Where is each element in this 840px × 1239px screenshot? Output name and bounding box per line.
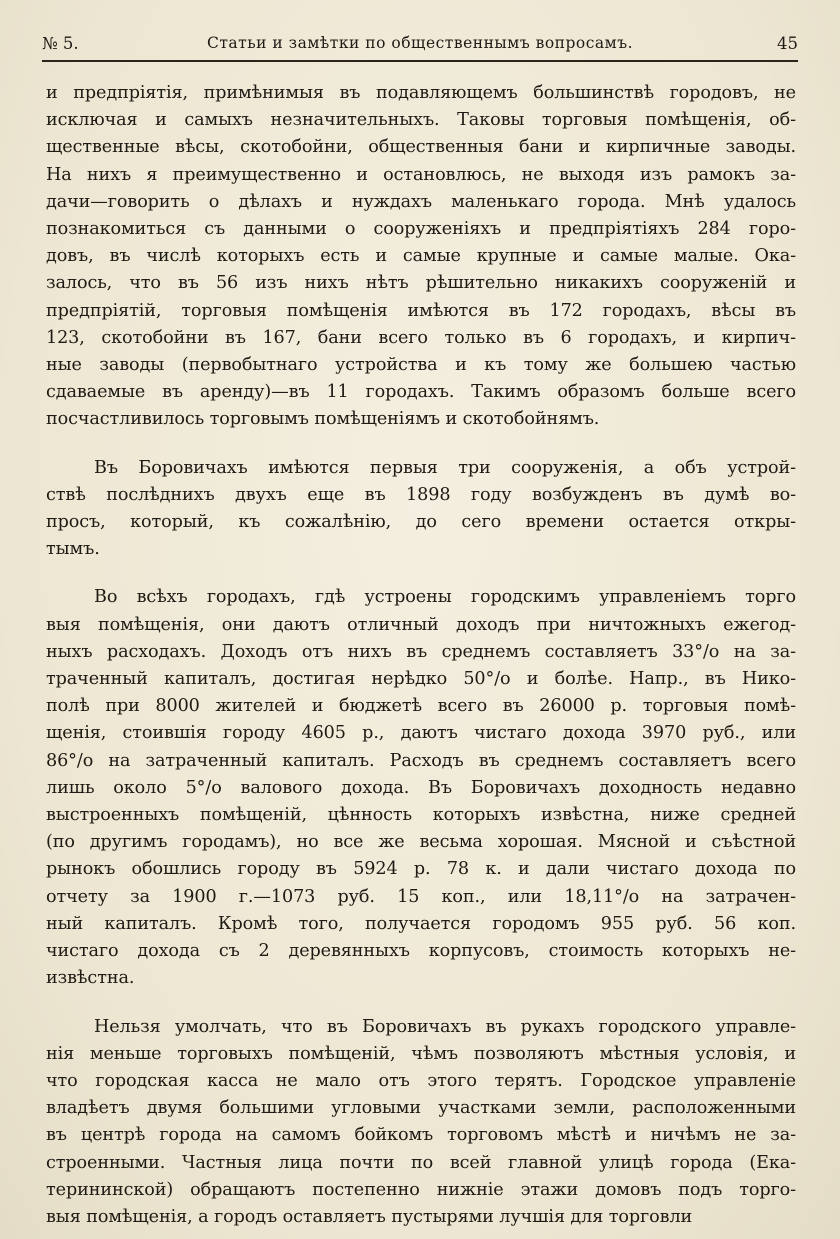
text-line: извѣстна. [46,968,135,989]
text-line: щенія, стоившія городу 4605 р., даютъ чистаго дохода 3970 руб., или [46,723,796,744]
text-line: ныхъ расходахъ. Доходъ отъ нихъ въ среднемъ составляетъ 33°/о на за- [46,641,796,662]
text-line: сдаваемые въ аренду)—въ 11 городахъ. Такимъ образомъ больше всего [46,382,796,403]
text-line: владѣетъ двумя большими угловыми участками земли, расположенными [46,1098,796,1119]
text-line: рынокъ обошлись городу въ 5924 р. 78 к. и дали чистаго дохода по [46,859,796,880]
text-line: Въ Боровичахъ имѣются первыя три сооруженія, а объ устрой- [94,457,796,478]
text-line: посчастливилось торговымъ помѣщеніямъ и скотобойнямъ. [46,409,600,430]
text-line: лишь около 5°/о валового дохода. Въ Боровичахъ доходность недавно [46,777,796,798]
text-line: познакомиться съ данными о сооруженіяхъ и предпріятіяхъ 284 горо- [46,219,796,240]
text-line: тымъ. [46,539,100,560]
text-line: нія меньше торговыхъ помѣщеній, чѣмъ позволяютъ мѣстныя условія, и [46,1043,796,1064]
text-line: довъ, въ числѣ которыхъ есть и самые крупные и самые малые. Ока- [46,246,796,267]
text-line: выя помѣщенія, они даютъ отличный доходъ при ничтожныхъ ежегод- [46,614,796,635]
text-line: 123, скотобойни въ 167, бани всего только въ 6 городахъ, и кирпич- [46,327,796,348]
text-line: выя помѣщенія, а городъ оставляетъ пустырями лучшія для торговли [46,1206,693,1227]
text-line: отчету за 1900 г.—1073 руб. 15 коп., или 18,11°/о на затрачен- [46,886,796,907]
text-line: дачи—говорить о дѣлахъ и нуждахъ маленькаго города. Мнѣ удалось [46,191,796,212]
text-line: строенными. Частныя лица почти по всей главной улицѣ города (Ека- [46,1152,796,1173]
text-line: 86°/о на затраченный капиталъ. Расходъ въ среднемъ составляетъ всего [46,750,796,771]
article-body [46,80,796,1231]
text-line: залось, что въ 56 изъ нихъ нѣтъ рѣшительно никакихъ сооруженій и [46,273,796,294]
section-title: Статьи и замѣтки по общественнымъ вопросамъ. [206,34,634,52]
running-header [42,32,798,60]
paragraph [46,80,796,434]
text-line: чистаго дохода съ 2 деревянныхъ корпусовъ, стоимость которыхъ не- [46,941,796,962]
text-line: терининской) обращаютъ постепенно нижніе этажи домовъ подъ торго- [46,1179,796,1200]
text-line: полѣ при 8000 жителей и бюджетѣ всего въ 26000 р. торговыя помѣ- [46,696,796,717]
text-line: На нихъ я преимущественно и остановлюсь, не выходя изъ рамокъ за- [46,164,796,185]
text-line: что городская касса не мало отъ этого терятъ. Городское управленіе [46,1070,796,1091]
text-line: выстроенныхъ помѣщеній, цѣнность которыхъ извѣстна, ниже средней [46,805,796,826]
header-rule [42,60,798,62]
text-line: Во всѣхъ городахъ, гдѣ устроены городскимъ управленіемъ торго [94,587,796,608]
text-line: просъ, который, къ сожалѣнію, до сего времени остается откры- [46,512,796,533]
text-line: въ центрѣ города на самомъ бойкомъ торговомъ мѣстѣ и ничѣмъ не за- [46,1125,796,1146]
paragraph [46,1014,796,1232]
issue-number: № 5. [42,34,79,53]
page-number: 45 [777,34,798,53]
text-line: Нельзя умолчать, что въ Боровичахъ въ рукахъ городского управле- [94,1016,796,1037]
paragraph [46,455,796,564]
text-line: ные заводы (первобытнаго устройства и къ тому же большею частью [46,355,796,376]
text-line: и предпріятія, примѣнимыя въ подавляющемъ большинствѣ городовъ, не [46,83,796,103]
text-line: траченный капиталъ, достигая нерѣдко 50°/о и болѣе. Напр., въ Нико- [46,669,796,690]
text-line: предпріятій, торговыя помѣщенія имѣются въ 172 городахъ, вѣсы въ [46,300,796,321]
text-line: ствѣ послѣднихъ двухъ еще въ 1898 году возбужденъ въ думѣ во- [46,484,796,505]
text-line: щественные вѣсы, скотобойни, общественныя бани и кирпичные заводы. [46,137,796,158]
text-line: исключая и самыхъ незначительныхъ. Таковы торговыя помѣщенія, об- [46,110,796,131]
text-line: ный капиталъ. Кромѣ того, получается городомъ 955 руб. 56 коп. [46,913,796,934]
paragraph [46,584,796,992]
text-line: (по другимъ городамъ), но все же весьма хорошая. Мясной и съѣстной [46,832,796,853]
